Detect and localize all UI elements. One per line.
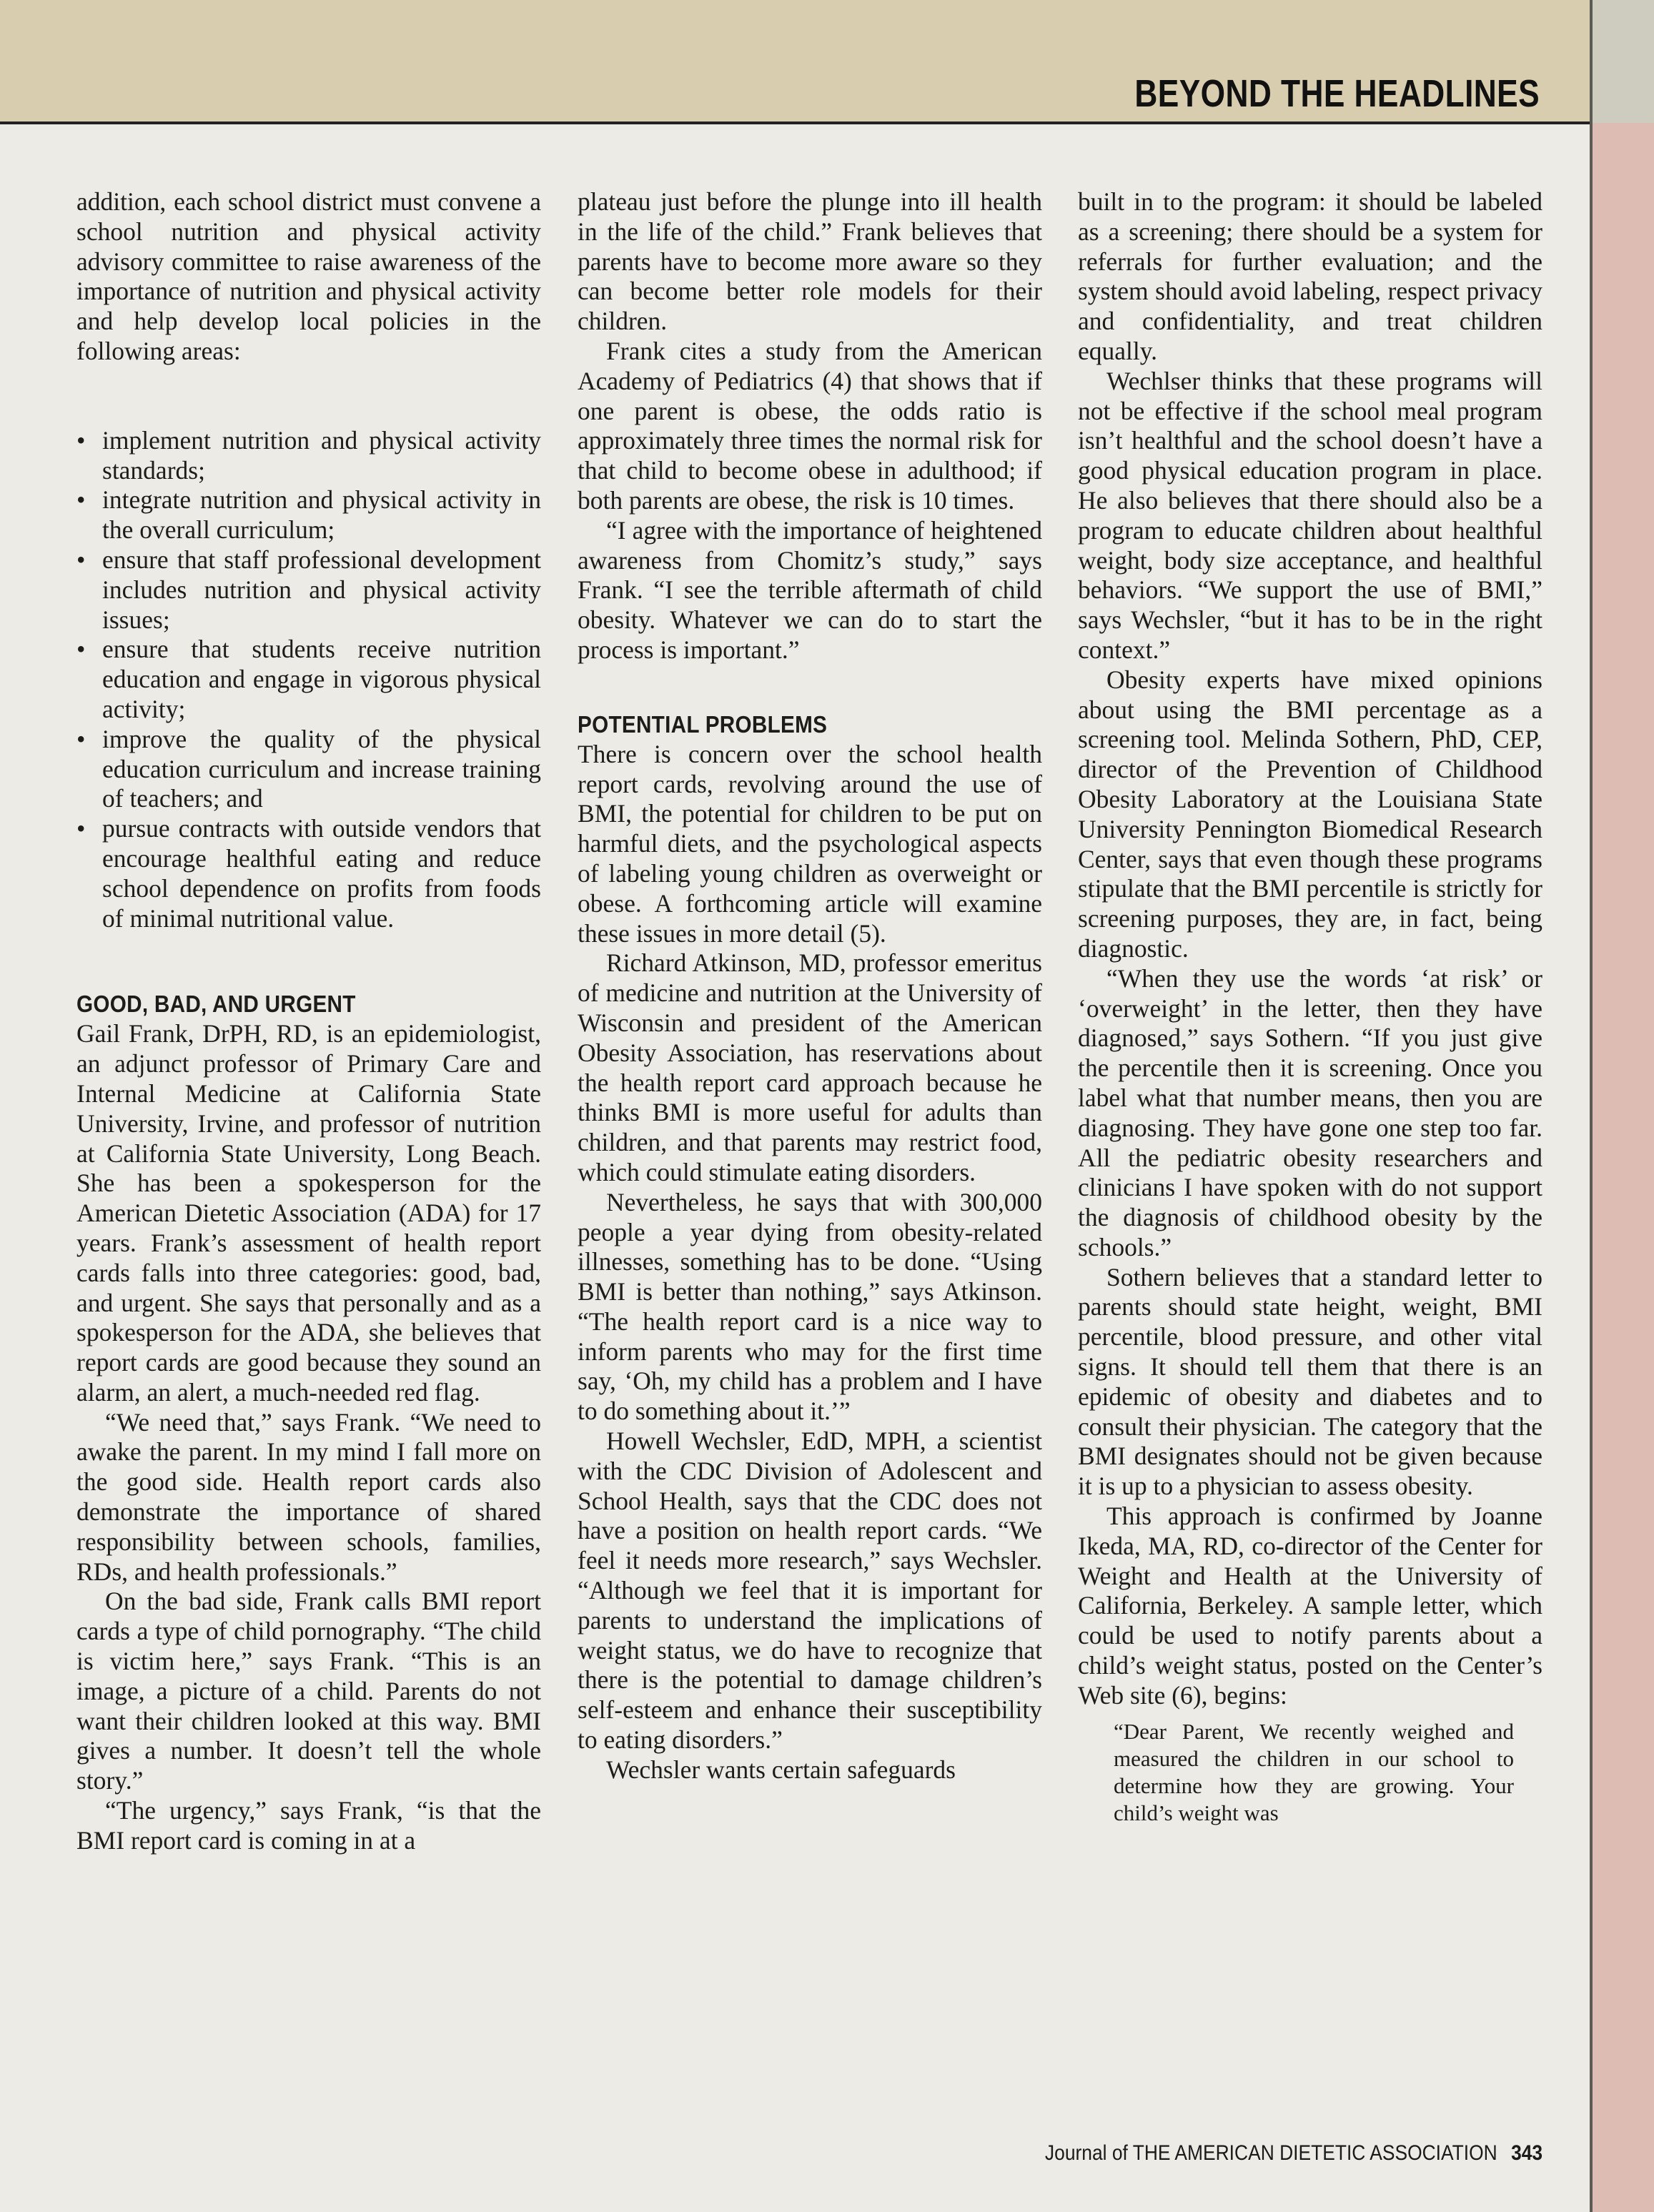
paragraph: plateau just before the plunge into ill health in the life of the child.” Frank believes that parents have to become more aware so they can become better role models for their children. bbox=[578, 187, 1042, 336]
paragraph: Wechlser thinks that these programs will not be effective if the school meal program isn’t healthful and the school doesn’t have a good physical education program in place. He also believes that there should also be a program to educate children about healthful weight, body size acceptance, and healthful behaviors. “We support the use of BMI,” says Wechsler, “but it has to be in the right context.” bbox=[1078, 366, 1542, 664]
heading-potential-problems: POTENTIAL PROBLEMS bbox=[578, 710, 828, 738]
paragraph: Gail Frank, DrPH, RD, is an epidemiologist, an adjunct professor of Primary Care and Internal Medicine at California State University, Irvine, and professor of nutrition at California State University, Long Beach. She has been a spokesperson for the American Dietetic Association (ADA) for 17 years. Frank’s assessment of health report cards falls into three categories: good, bad, and urgent. She says that personally and as a spokesperson for the ADA, she believes that report cards are good because they sound an alarm, an alert, a much-needed red flag. bbox=[76, 1019, 541, 1407]
paragraph: Richard Atkinson, MD, professor emeritus of medicine and nutrition at the University of Wisconsin and president of the American Obesity Association, has reservations about the health report card approach because he thinks BMI is more useful for adults than children, and that parents may restrict food, which could stimulate eating disorders. bbox=[578, 948, 1042, 1186]
column-2 bbox=[578, 187, 1042, 1785]
page-footer bbox=[1045, 2141, 1542, 2166]
list-item: • improve the quality of the physical education curriculum and increase training of teachers; and bbox=[76, 725, 541, 814]
heading-good-bad-urgent: GOOD, BAD, AND URGENT bbox=[76, 991, 356, 1018]
list-item: • ensure that students receive nutrition education and engage in vigorous physical activity; bbox=[76, 635, 541, 724]
paragraph: “The urgency,” says Frank, “is that the BMI report card is coming in at a bbox=[76, 1796, 541, 1855]
sample-letter-quote: “Dear Parent, We recently weighed and measured the children in our school to determine how they are growing. Your child’s weight was bbox=[1114, 1718, 1514, 1825]
paragraph: Obesity experts have mixed opinions about using the BMI percentage as a screening tool. Melinda Sothern, PhD, CEP, director of the Prevention of Childhood Obesity Laboratory at the Louisiana State University Pennington Biomedical Research Center, says that even though these programs stipulate that the BMI percentile is strictly for screening purposes, they are, in fact, being diagnostic. bbox=[1078, 665, 1542, 963]
paragraph: Frank cites a study from the American Academy of Pediatrics (4) that shows that if one parent is obese, the odds ratio is approximately three times the normal risk for that child to become obese in adulthood; if both parents are obese, the risk is 10 times. bbox=[578, 336, 1042, 515]
paragraph: Sothern believes that a standard letter to parents should state height, weight, BMI percentile, blood pressure, and other vital signs. It should tell them that there is an epidemic of obesity and diabetes and to consult their physician. The category that the BMI designates should not be given because it is up to a physician to assess obesity. bbox=[1078, 1262, 1542, 1501]
paragraph: There is concern over the school health report cards, revolving around the use of BMI, the potential for children to be put on harmful diets, and the psychological aspects of labeling young children as overweight or obese. A forthcoming article will examine these issues in more detail (5). bbox=[578, 739, 1042, 948]
column-3 bbox=[1078, 187, 1542, 1827]
paragraph: On the bad side, Frank calls BMI report cards a type of child pornography. “The child is victim here,” says Frank. “This is an image, a picture of a child. Parents do not want their children looked at this way. BMI gives a number. It doesn’t tell the whole story.” bbox=[76, 1587, 541, 1795]
paragraph: “When they use the words ‘at risk’ or ‘overweight’ in the letter, then they have diagnosed,” says Sothern. “If you just give the percentile then it is screening. Once you label what that number means, then you are diagnosing. They have gone one step too far. All the pediatric obesity researchers and clinicians I have spoken with do not support the diagnosis of childhood obesity by the schools.” bbox=[1078, 963, 1542, 1261]
list-item: • integrate nutrition and physical activity in the overall curriculum; bbox=[76, 485, 541, 545]
column-1 bbox=[76, 187, 541, 1856]
paragraph: Howell Wechsler, EdD, MPH, a scientist with the CDC Division of Adolescent and School Health, says that the CDC does not have a position on health report cards. “We feel it needs more research,” says Wechsler. “Although we feel that it is important for parents to understand the implications of weight status, we do have to recognize that there is the potential to damage children’s self-esteem and enhance their susceptibility to eating disorders.” bbox=[578, 1427, 1042, 1755]
page-number: 343 bbox=[1510, 2141, 1542, 2165]
paragraph: “We need that,” says Frank. “We need to awake the parent. In my mind I fall more on the good side. Health report cards also demonstrate the importance of shared responsibility between schools, families, RDs, and health professionals.” bbox=[76, 1407, 541, 1586]
header-band-edge bbox=[1590, 0, 1654, 123]
paragraph: built in to the program: it should be labeled as a screening; there should be a system for referrals for further evaluation; and the system should avoid labeling, respect privacy and confidentiality, and treat children equally. bbox=[1078, 187, 1542, 365]
paragraph: This approach is confirmed by Joanne Ikeda, MA, RD, co-director of the Center for Weight and Health at the University of California, Berkeley. A sample letter, which could be used to notify parents about a child’s weight status, posted on the Center’s Web site (6), begins: bbox=[1078, 1502, 1542, 1710]
section-title: BEYOND THE HEADLINES bbox=[1134, 72, 1540, 115]
paragraph: Wechsler wants certain safeguards bbox=[606, 1755, 956, 1784]
list-item: • implement nutrition and physical activity standards; bbox=[76, 426, 541, 486]
list-item: • ensure that staff professional development includes nutrition and physical activity issues; bbox=[76, 545, 541, 635]
col1-intro: addition, each school district must convene a school nutrition and physical activity advisory committee to raise awareness of the importance of nutrition and physical activity and help develop local policies in the following areas: bbox=[76, 187, 541, 365]
bullet-list bbox=[76, 426, 541, 934]
header-rule bbox=[0, 121, 1590, 124]
list-item: • pursue contracts with outside vendors that encourage healthful eating and reduce school dependence on profits from foods of minimal nutritional value. bbox=[76, 814, 541, 933]
journal-name: Journal of THE AMERICAN DIETETIC ASSOCIATION bbox=[1044, 2141, 1497, 2165]
paragraph: Nevertheless, he says that with 300,000 people a year dying from obesity-related illnesses, something has to be done. “Using BMI is better than nothing,” says Atkinson. “The health report card is a nice way to inform parents who may for the first time say, ‘Oh, my child has a problem and I have to do something about it.’” bbox=[578, 1187, 1042, 1426]
paragraph: “I agree with the importance of heightened awareness from Chomitz’s study,” says Frank. “I see the terrible aftermath of child obesity. Whatever we can do to start the process is important.” bbox=[578, 515, 1042, 664]
margin-color-band bbox=[1593, 123, 1654, 2212]
